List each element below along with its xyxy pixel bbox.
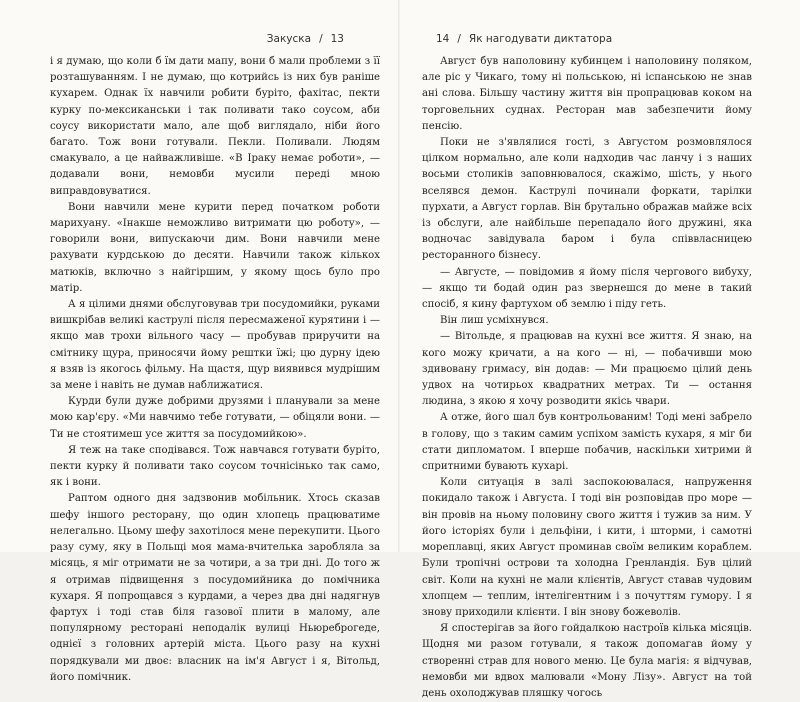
paragraph: Коли ситуація в залі заспокоювалася, напруження покидало також і Августа. І тоді він розповідав про море — він провів на ньому половину свого життя і тужив за ним. У його історіях були і дельфіни, і кити, і шторми, і самотні мореплавці, яких Август проминав своїм великим кораблем. Були тропічні острови та холодна Гренландія. Був цілий світ. Коли на кухні не мали клієнтів, Август ставав чудовим хлопцем — теплим, інтелігентним і з почуттям гумору. І я знову приходили клієнти. І він знову божеволів.: [422, 477, 752, 618]
right-page-number: 14: [436, 33, 450, 45]
left-running-head: [50, 32, 380, 46]
paragraph: Він лиш усміхнувся.: [440, 315, 549, 327]
paragraph: Курди були дуже добрими друзями і планували за мене мою кар'єру. «Ми навчимо тебе готувати, — обіцяли вони. — Ти не стоятимеш усе життя за посудомийкою».: [50, 396, 380, 440]
right-running-title: Як нагодувати диктатора: [468, 33, 613, 45]
paragraph: Раптом одного дня задзвонив мобільник. Хтось сказав шефу іншого ресторану, що один хлопець працюватиме нелегально. Цьому шефу захотілося мене перекупити. Цього разу суму, яку в Польщі моя мама-вчителька заробляла за місяць, я міг отримати не за чотири, а за три дні. До того ж я отримав підвищення з посудомийника до помічника кухаря. Я попрощався з курдами, а через два дні надягнув фартух і тоді став біля газової плити в малому, але популярному ресторані неподалік вулиці Ньюреброгеде, однієї з головних артерій міста. Цього разу на кухні порядкували ми двоє: власник на ім'я Август і я, Вітольд, його помічник.: [50, 493, 380, 683]
running-head-separator: /: [457, 33, 461, 45]
paragraph: Вони навчили мене курити перед початком роботи марихуану. «Інакше неможливо витримати цю роботу», — говорили вони, випускаючи дим. Вони навчили мене рахувати курдською до десяти. Навчили також кількох матюків, включно з найгіршим, у якому щось було про матір.: [50, 201, 380, 294]
left-page-text: [50, 54, 380, 686]
paragraph: — Августе, — повідомив я йому після чергового вибуху, — якщо ти бодай один раз звернешся до мене в такий спосіб, я кину фартухом об землю і піду геть.: [422, 266, 752, 311]
running-head-separator: /: [319, 33, 323, 45]
right-page: [400, 0, 800, 699]
paragraph: А отже, його шал був контрольованим! Тоді мені забрело в голову, що з таким самим успіхом замість кухаря, я міг би стати дипломатом. І вперше побачив, наскільки хитрими й спритними бувають кухарі.: [422, 412, 752, 473]
right-running-head: [422, 32, 752, 46]
paragraph: Я спостерігав за його гойдалкою настроїв кілька місяців. Щодня ми разом готували, я також допомагав йому у створенні страв для нового меню. Це була магія: я відчував, немовби ми вдвох малювали «Мону Лізу». Август на той день охолоджував пляшку чогось: [422, 623, 752, 699]
left-page: [0, 0, 400, 683]
left-page-number: 13: [330, 33, 344, 45]
paragraph: Август був наполовину кубинцем і наполовину поляком, але ріс у Чикаго, тому ні польською, ні іспанською не знав ані слова. Більшу частину життя він пропрацював коком на торговельних суднах. Ресторан мав забезпечити йому пенсію.: [422, 56, 752, 132]
paragraph: А я цілими днями обслуговував три посудомийки, руками вишкрібав великі каструлі після пересмаженої курятини і — якщо мав трохи вільного часу — пробував приручити на смітнику щура, приносячи йому рештки їжі; цю дурну ідею я взяв із якогось фільму. На щастя, щур виявився мудрішим за мене і навіть не думав наближатися.: [50, 299, 380, 392]
paragraph: — Вітольде, я працював на кухні все життя. Я знаю, на кого можу кричати, а на кого — ні, — побачивши мою здивовану гримасу, він додав: — Ми працюємо цілий день удвох на чотирьох квадратних метрах. Ти — остання людина, з якою я хочу розводити якісь чвари.: [422, 331, 752, 408]
paragraph: і я думаю, що коли б їм дати мапу, вони б мали проблеми з її розташуванням. І не думаю, що котрийсь із них був раніше кухарем. Однак їх навчили робити буріто, фахітас, пекти курку по-мексиканськи і так поливати тако соусом, аби соусу використати мало, але щоб виглядало, ніби його багато. Тож вони готували. Пекли. Поливали. Людям смакувало, а це найважливіше. «В Іраку немає роботи», — додавали вони, немовби мусили переді мною виправдовуватися.: [50, 56, 380, 197]
paragraph: Поки не з'являлися гості, з Августом розмовлялося цілком нормально, але коли надходив час ланчу і з наших восьми столиків заповнювалося, скажімо, шість, у нього вселявся демон. Каструлі починали форкати, тарілки пурхати, а Август горлав. Він брутально ображав майже всіх із обслуги, але найбільше перепадало його дружині, яка водночас завідувала баром і була співвласницею ресторанного бізнесу.: [422, 137, 752, 262]
left-running-title: Закуска: [266, 33, 312, 45]
right-page-text: [422, 54, 752, 702]
paragraph: Я теж на таке сподівався. Тож навчався готувати буріто, пекти курку й поливати тако соусом точнісінько так само, як і вони.: [50, 444, 380, 489]
